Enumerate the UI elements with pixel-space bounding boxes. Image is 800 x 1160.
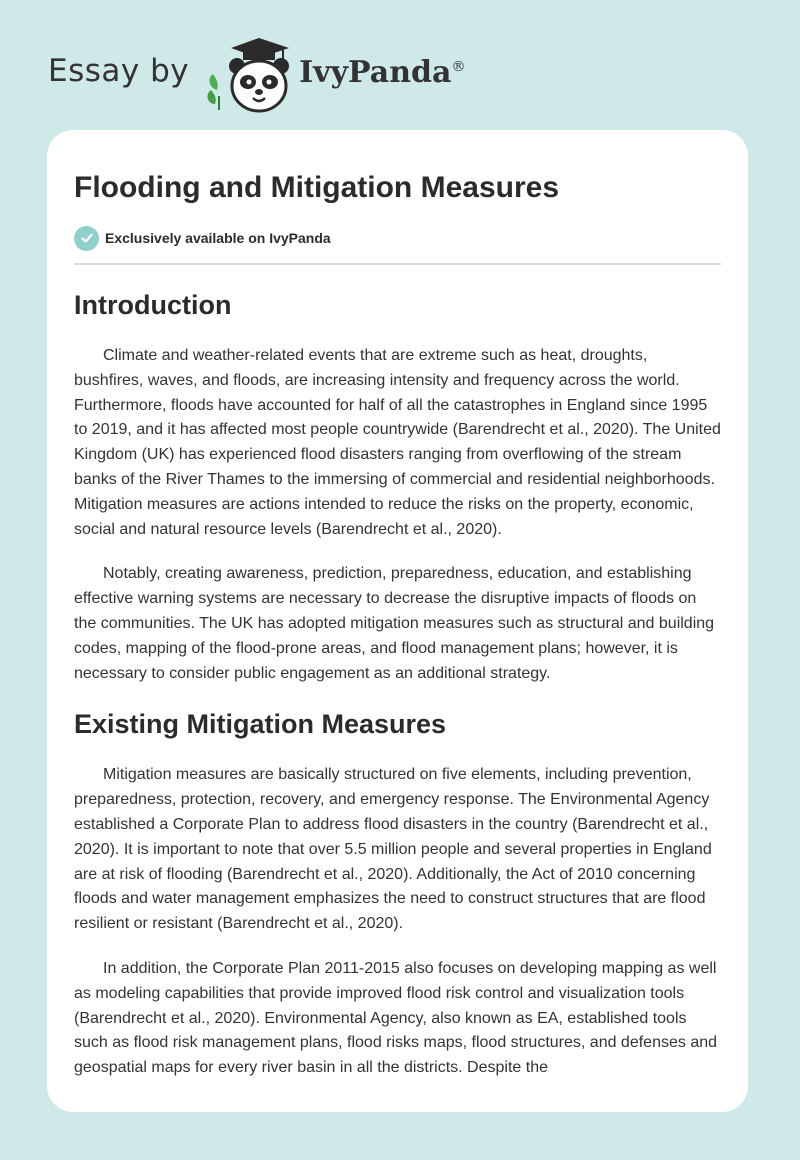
registered-mark: ® <box>451 58 466 75</box>
exclusive-badge <box>74 225 721 251</box>
section-heading-existing-mitigation-measures: Existing Mitigation Measures <box>74 709 447 740</box>
paragraph: Mitigation measures are basically structured on five elements, including prevention, preparedness, protection, recovery, and emergency response. The Environmental Agency established a Corporate Plan to address flood disasters in the country (Barendrecht et al., 2020). It is important to note that over 5.5 million people and several properties in England are at risk of flooding (Barendrecht et al., 2020). Additionally, the Act of 2010 concerning floods and water management emphasizes the need to construct structures that are flood resilient or resistant (Barendrecht et al., 2020). <box>74 766 712 933</box>
paragraph: Climate and weather-related events that are extreme such as heat, droughts, bushfires, waves, and floods, are increasing intensity and frequency across the world. Furthermore, floods have accounted for half of all the catastrophes in England since 1995 to 2019, and it has affected most people countrywide (Barendrecht et al., 2020). The United Kingdom (UK) has experienced flood disasters ranging from overflowing of the stream banks of the River Thames to the immersing of commercial and residential neighborhoods. Mitigation measures are actions intended to reduce the risks on the property, economic, social and natural resource levels (Barendrecht et al., 2020). <box>74 347 721 538</box>
brand-name[interactable]: IvyPanda® <box>299 54 466 90</box>
page-title: Flooding and Mitigation Measures <box>74 171 560 204</box>
panda-logo-icon[interactable] <box>203 34 295 114</box>
paragraph: Notably, creating awareness, prediction, preparedness, education, and establishing effective warning systems are necessary to decrease the disruptive impacts of floods on the communities. The UK has adopted mitigation measures such as structural and building codes, mapping of the flood-prone areas, and flood management plans; however, it is necessary to consider public engagement as an additional strategy. <box>74 565 715 682</box>
divider <box>74 263 721 265</box>
paragraph: In addition, the Corporate Plan 2011-2015 also focuses on developing mapping as well as modeling capabilities that provide improved flood risk control and visualization tools (Barendrecht et al., 2020). Environmental Agency, also known as EA, established tools such as flood risk management plans, flood risks maps, flood structures, and defenses and geospatial maps for every river basin in all the districts. Despite the <box>74 959 718 1077</box>
brand-prefix: Essay by <box>48 53 190 89</box>
brand-header <box>48 34 465 114</box>
badge-text: Exclusively available on IvyPanda <box>105 230 331 246</box>
essay-card <box>47 130 748 1112</box>
section-heading-introduction: Introduction <box>74 290 232 320</box>
check-icon <box>74 226 99 251</box>
